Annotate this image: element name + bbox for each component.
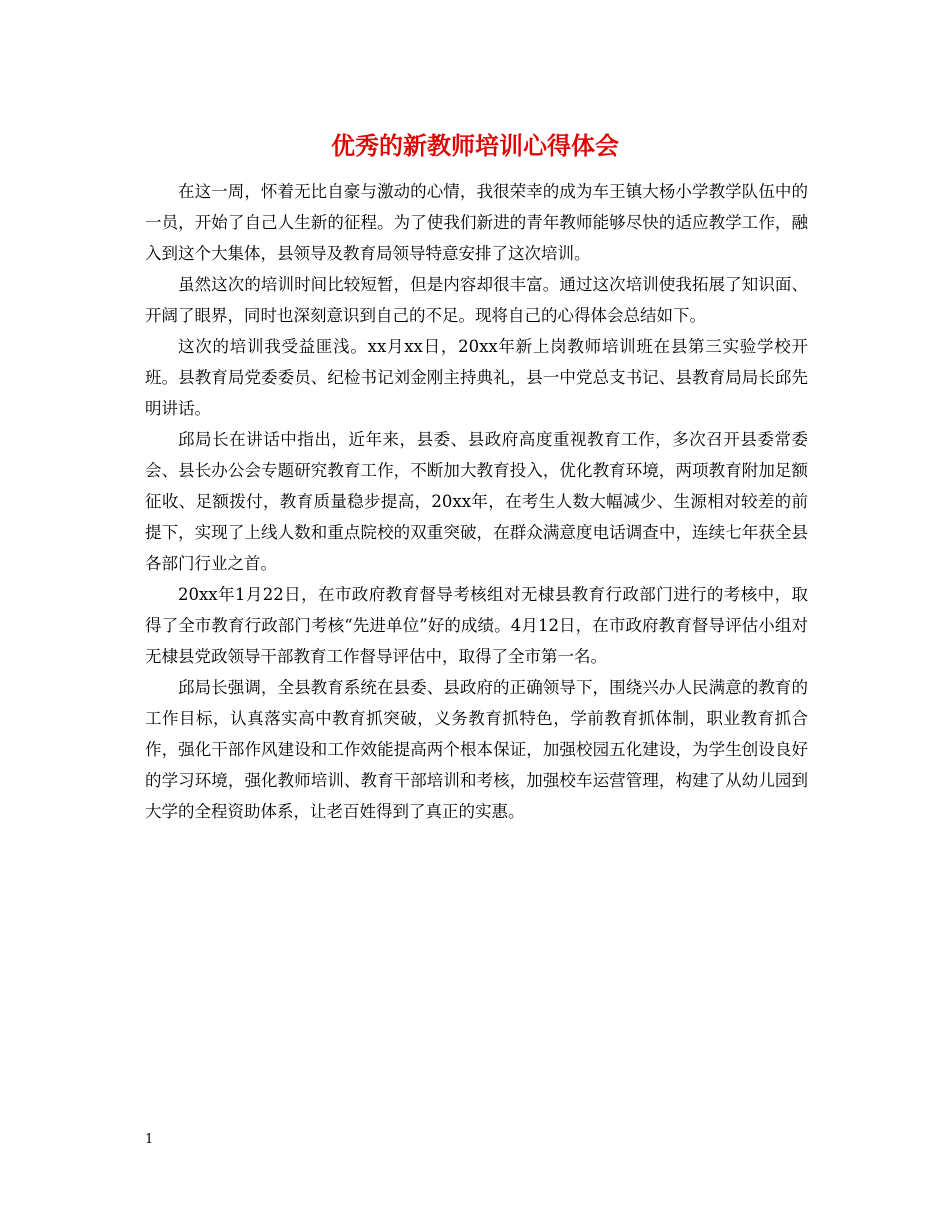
paragraph-3: 这次的培训我受益匪浅。xx月xx日，20xx年新上岗教师培训班在县第三实验学校开班。县教育局党委委员、纪检书记刘金刚主持典礼，县一中党总支书记、县教育局局长邱先明讲话。 [145, 337, 808, 418]
paragraph-6: 邱局长强调，全县教育系统在县委、县政府的正确领导下，围绕兴办人民满意的教育的工作目标，认真落实高中教育抓突破，义务教育抓特色，学前教育抓体制，职业教育抓合作，强化干部作风建设和工作效能提高两个根本保证，加强校园五化建设，为学生创设良好的学习环境，强化教师培训、教育干部培训和考核，加强校车运营管理，构建了从幼儿园到大学的全程资助体系，让老百姓得到了真正的实惠。 [145, 678, 808, 821]
paragraph-4: 邱局长在讲话中指出，近年来，县委、县政府高度重视教育工作，多次召开县委常委会、县长办公会专题研究教育工作，不断加大教育投入，优化教育环境，两项教育附加足额征收、足额拨付，教育质量稳步提高，20xx年，在考生人数大幅减少、生源相对较差的前提下，实现了上线人数和重点院校的双重突破，在群众满意度电话调查中，连续七年获全县各部门行业之首。 [145, 430, 808, 573]
page-number: 1 [145, 1132, 154, 1147]
document-body [145, 176, 808, 827]
document-title: 优秀的新教师培训心得体会 [331, 131, 619, 160]
paragraph-2: 虽然这次的培训时间比较短暂，但是内容却很丰富。通过这次培训使我拓展了知识面、开阔了眼界，同时也深刻意识到自己的不足。现将自己的心得体会总结如下。 [145, 275, 808, 325]
paragraph-1: 在这一周，怀着无比自豪与激动的心情，我很荣幸的成为车王镇大杨小学教学队伍中的一员，开始了自己人生新的征程。为了使我们新进的青年教师能够尽快的适应教学工作，融入到这个大集体，县领导及教育局领导特意安排了这次培训。 [145, 182, 808, 263]
paragraph-5: 20xx年1月22日，在市政府教育督导考核组对无棣县教育行政部门进行的考核中，取得了全市教育行政部门考核“先进单位”好的成绩。4月12日，在市政府教育督导评估小组对无棣县党政领导干部教育工作督导评估中，取得了全市第一名。 [145, 585, 808, 666]
